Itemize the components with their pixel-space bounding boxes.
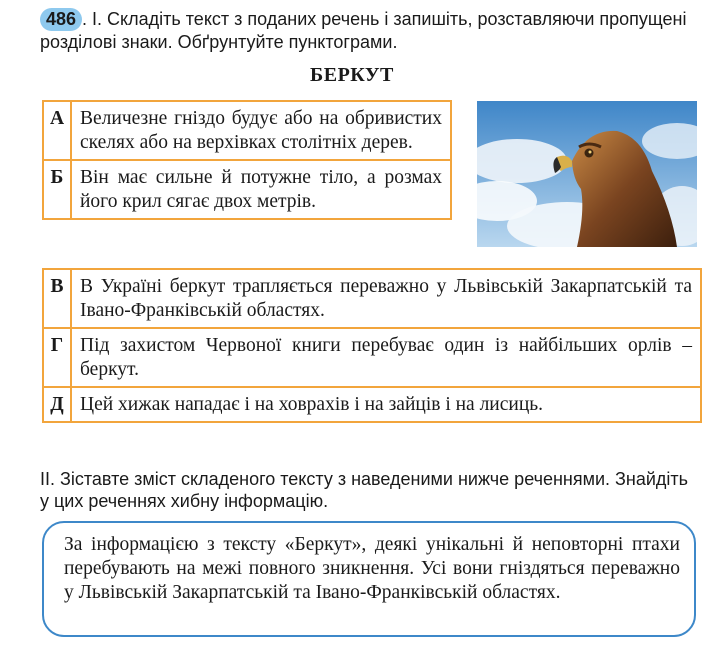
task-instruction: [40, 8, 702, 54]
row-text: Величезне гніздо будує або на обривистих скелях або на верхівках столітніх дерев.: [71, 101, 451, 160]
task-text: . І. Складіть текст з поданих речень і запишіть, розставляючи пропущені розділові знаки. Обґрунтуйте пунктограми.: [40, 9, 687, 52]
sentence-row: [43, 101, 451, 160]
sentence-row: [43, 269, 701, 328]
sentence-row: [43, 387, 701, 422]
row-text: Він має сильне й потужне тіло, а розмах його крил сягає двох метрів.: [71, 160, 451, 219]
sentence-row: [43, 328, 701, 387]
sentences-table-top: [42, 100, 452, 220]
row-letter: Б: [43, 160, 71, 219]
part2-instruction: ІІ. Зіставте зміст складеного тексту з наведеними нижче реченнями. Знайдіть у цих реченнях хибну інформацію.: [40, 469, 689, 511]
row-letter: А: [43, 101, 71, 160]
eagle-photo: [477, 101, 697, 247]
row-text: В Україні беркут трапляється переважно у Львівській Закарпатській та Івано-Франківській областях.: [71, 269, 701, 328]
row-letter: Г: [43, 328, 71, 387]
comparison-text: За інформацією з тексту «Беркут», деякі унікальні й неповторні птахи перебувають на межі повного зникнення. Усі вони гніздяться переважно у Львівській Закарпатській та Івано-Франківській областях.: [64, 534, 680, 603]
row-text: Під захистом Червоної книги перебуває один із найбільших орлів – беркут.: [71, 328, 701, 387]
sentence-row: [43, 160, 451, 219]
row-letter: В: [43, 269, 71, 328]
row-text: Цей хижак нападає і на ховрахів і на зайців і на лисиць.: [71, 387, 701, 422]
eagle-image: [477, 101, 697, 247]
row-letter: Д: [43, 387, 71, 422]
sentences-table-bottom: [42, 268, 702, 423]
task-number: 486: [40, 8, 82, 31]
comparison-box: [42, 521, 696, 637]
text-title: БЕРКУТ: [310, 64, 394, 86]
